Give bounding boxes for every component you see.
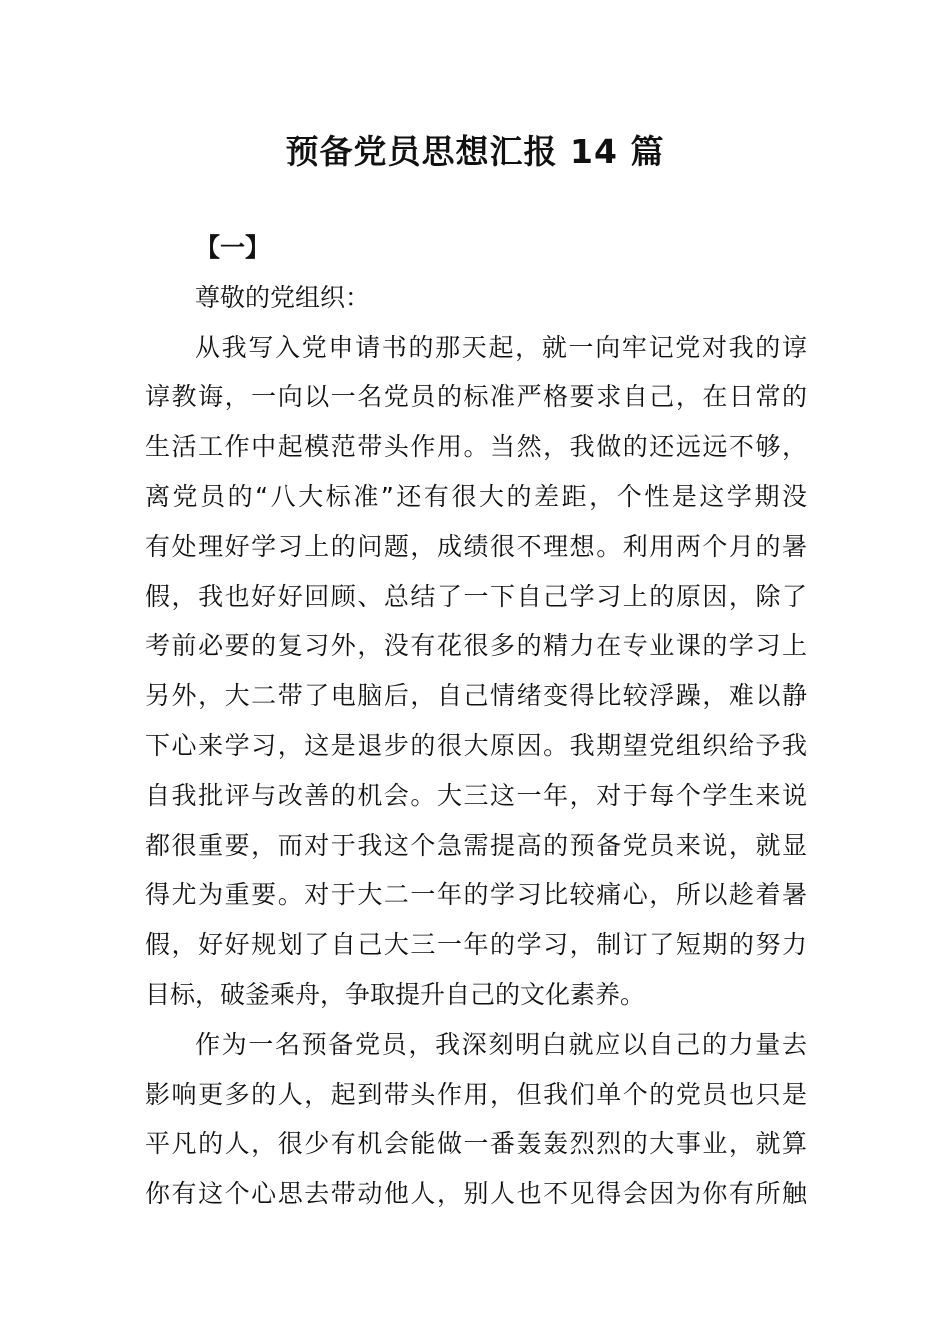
text-line: 自我批评与改善的机会。大三这一年，对于每个学生来说: [145, 780, 807, 810]
paragraph-2: [145, 1020, 807, 1219]
paragraph-1: [145, 323, 807, 1020]
salutation: 尊敬的党组织：: [195, 282, 371, 312]
section-heading: 【一】: [195, 233, 271, 262]
text-line: 离党员的“八大标准”还有很大的差距，个性是这学期没: [145, 481, 807, 511]
text-line: 得尤为重要。对于大二一年的学习比较痛心，所以趁着暑: [145, 880, 807, 910]
text-line: 都很重要，而对于我这个急需提高的预备党员来说，就显: [145, 830, 807, 860]
text-line: 目标，破釜乘舟，争取提升自己的文化素养。: [145, 979, 646, 1009]
text-line: 假，我也好好回顾、总结了一下自己学习上的原因，除了: [145, 581, 807, 611]
document-title: 预备党员思想汇报 14 篇: [285, 132, 665, 171]
text-line: 从我写入党申请书的那天起，就一向牢记党对我的谆: [195, 332, 807, 362]
text-line: 你有这个心思去带动他人，别人也不见得会因为你有所触: [145, 1179, 807, 1209]
text-line: 生活工作中起模范带头作用。当然，我做的还远远不够，: [145, 432, 807, 462]
text-line: 下心来学习，这是退步的很大原因。我期望党组织给予我: [145, 730, 807, 760]
text-line: 作为一名预备党员，我深刻明白就应以自己的力量去: [195, 1029, 807, 1059]
text-line: 考前必要的复习外，没有花很多的精力在专业课的学习上: [145, 631, 807, 661]
text-line: 谆教诲，一向以一名党员的标准严格要求自己，在日常的: [145, 382, 807, 412]
text-line: 有处理好学习上的问题，成绩很不理想。利用两个月的暑: [145, 531, 807, 561]
document-body: [145, 223, 807, 1219]
text-line: 平凡的人，很少有机会能做一番轰轰烈烈的大事业，就算: [145, 1129, 807, 1159]
text-line: 另外，大二带了电脑后，自己情绪变得比较浮躁，难以静: [145, 681, 807, 711]
text-line: 影响更多的人，起到带头作用，但我们单个的党员也只是: [145, 1079, 807, 1109]
text-line: 假，好好规划了自己大三一年的学习，制订了短期的努力: [145, 930, 807, 960]
